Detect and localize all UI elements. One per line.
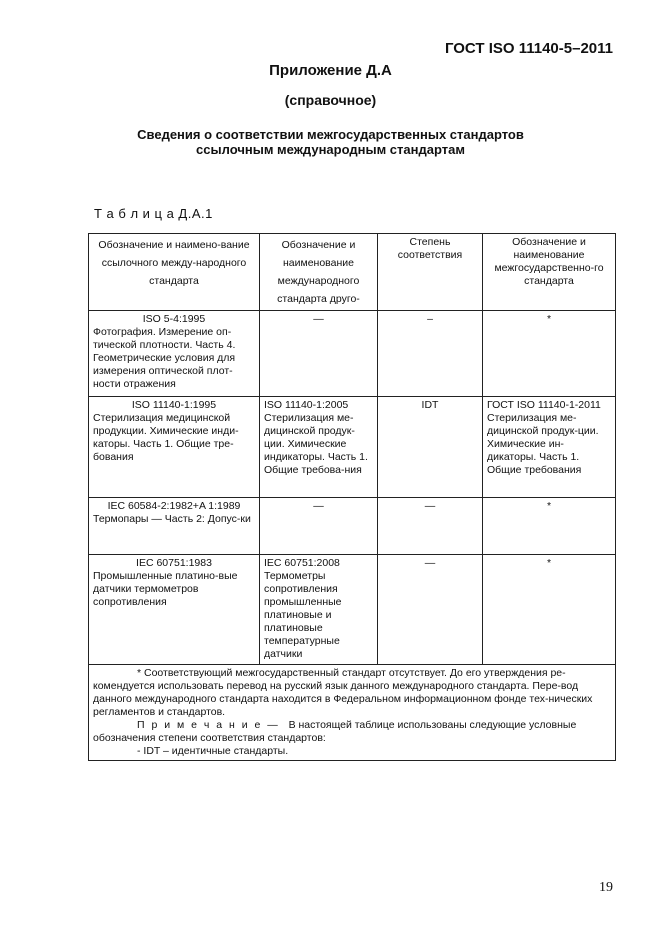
other-standard-cell <box>260 397 378 498</box>
note-paragraph <box>93 719 611 745</box>
header-other-standard: Обозначение и наименование международного стандарта друго- <box>260 234 378 311</box>
other-name: — <box>313 313 324 325</box>
ref-code: ISO 5-4:1995 <box>142 313 206 325</box>
degree-cell: – <box>378 311 483 397</box>
ref-code: IEC 60584-2:1982+A 1:1989 <box>107 500 241 512</box>
other-standard-cell <box>260 311 378 397</box>
table-row <box>89 498 616 555</box>
ref-standard-cell <box>89 311 260 397</box>
ref-standard-cell <box>89 498 260 555</box>
note-text: В настоящей таблице использованы следующие условные обозначения степени соответствия стандартов: <box>93 719 577 744</box>
interstate-code: ГОСТ ISO 11140-1-2011 <box>487 399 601 411</box>
ref-name: Термопары — Часть 2: Допус-ки <box>93 513 251 525</box>
degree-cell: IDT <box>378 397 483 498</box>
standard-code: ГОСТ ISO 11140-5–2011 <box>444 40 613 57</box>
ref-name: Стерилизация медицинской продукции. Химические инди-каторы. Часть 1. Общие тре-бования <box>93 412 239 463</box>
heading-line-2: ссылочным международным стандартам <box>196 142 465 157</box>
note-item: - IDT – идентичные стандарты. <box>137 745 289 757</box>
appendix-type: (справочное) <box>284 92 377 108</box>
ref-code: IEC 60751:1983 <box>136 557 212 569</box>
interstate-cell <box>483 311 616 397</box>
table-row <box>89 311 616 397</box>
heading-line-1: Сведения о соответствии межгосударственных стандартов <box>137 127 524 142</box>
interstate-code: * <box>546 557 552 569</box>
appendix-title: Приложение Д.А <box>269 62 392 79</box>
interstate-code: * <box>546 313 552 325</box>
degree-cell: — <box>378 498 483 555</box>
footnote-cell <box>89 665 616 761</box>
footnote-text: * Соответствующий межгосударственный стандарт отсутствует. До его утверждения ре-комендуется использовать перевод на русский язык данного международного стандарта. Пере-вод данного международного стандарта находится в Федеральном информационном фонде тех-нических регламентов и стандартов. <box>93 667 593 718</box>
note-label: П р и м е ч а н и е — <box>137 719 280 731</box>
other-name: Стерилизация ме-дицинской продук-ции. Химические индикаторы. Часть 1. Общие требова-ния <box>264 412 368 476</box>
header-interstate-standard: Обозначение и наименование межгосударственно-го стандарта <box>483 234 616 311</box>
standards-table <box>88 233 616 761</box>
other-code: IEC 60751:2008 <box>264 557 340 569</box>
interstate-cell <box>483 397 616 498</box>
table-label: Т а б л и ц а Д.А.1 <box>94 206 213 221</box>
table-row <box>89 397 616 498</box>
header-ref-standard: Обозначение и наимено-вание ссылочного между-народного стандарта <box>89 234 260 311</box>
table-header-row <box>89 234 616 311</box>
page-number: 19 <box>599 880 613 895</box>
other-standard-cell <box>260 555 378 665</box>
ref-standard-cell <box>89 397 260 498</box>
interstate-code: * <box>546 500 552 512</box>
interstate-cell <box>483 498 616 555</box>
ref-standard-cell <box>89 555 260 665</box>
other-name: Термометры сопротивления промышленные платиновые и платиновые температурные датчики <box>264 570 342 660</box>
other-name: — <box>313 500 324 512</box>
other-code: ISO 11140-1:2005 <box>264 399 349 411</box>
ref-name: Фотография. Измерение оп-тической плотности. Часть 4. Геометрические условия для измерения оптической плот-ности отражения <box>93 326 236 390</box>
other-standard-cell <box>260 498 378 555</box>
table-footnote-row <box>89 665 616 761</box>
header-degree: Степень соответствия <box>378 234 483 311</box>
interstate-cell <box>483 555 616 665</box>
ref-code: ISO 11140-1:1995 <box>131 399 217 411</box>
section-heading <box>0 127 661 157</box>
degree-cell: — <box>378 555 483 665</box>
ref-name: Промышленные платино-вые датчики термометров сопротивления <box>93 570 238 608</box>
table-row <box>89 555 616 665</box>
interstate-name: Стерилизация ме-дицинской продук-ции. Химические ин-дикаторы. Часть 1. Общие требования <box>487 412 599 476</box>
